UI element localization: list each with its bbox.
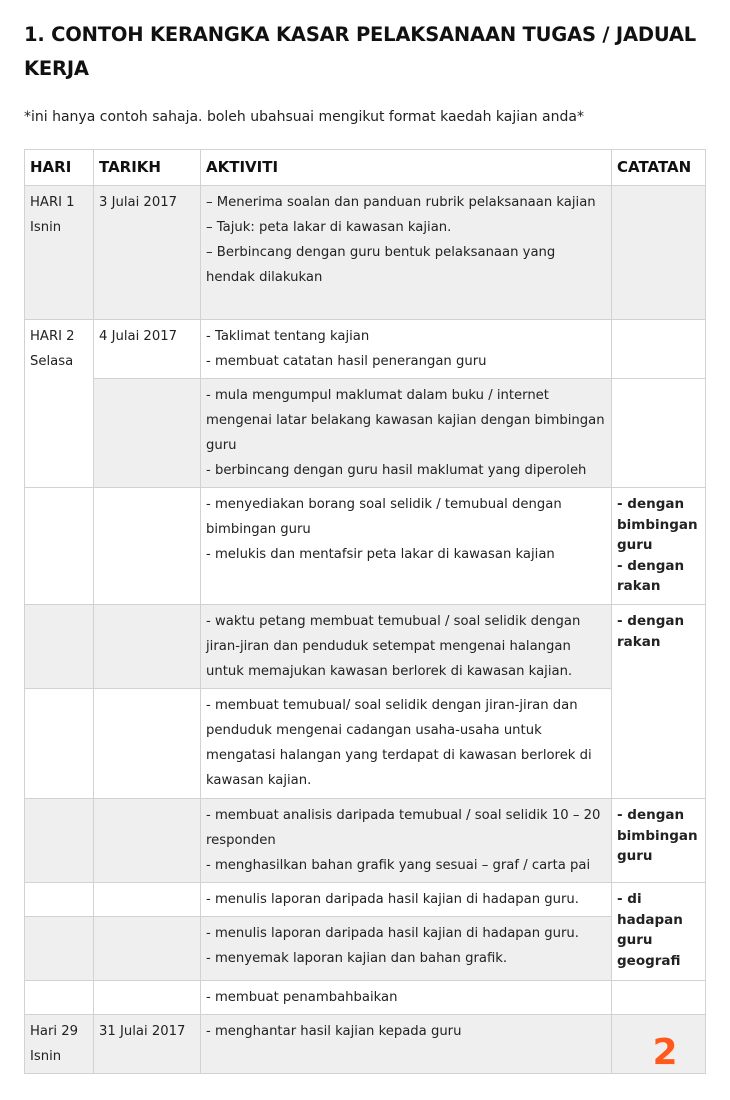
aktiviti-line: - menulis laporan daripada hasil kajian di hadapan guru. — [206, 892, 579, 907]
table-row — [25, 605, 706, 689]
cell-hari — [25, 883, 94, 917]
cell-hari — [25, 605, 94, 689]
cell-aktiviti — [201, 379, 612, 488]
cell-aktiviti — [201, 1015, 612, 1074]
table-row — [25, 186, 706, 320]
cell-aktiviti — [201, 883, 612, 917]
aktiviti-line: - mula mengumpul maklumat dalam buku / internet mengenai latar belakang kawasan kajian dengan bimbingan guru — [206, 388, 605, 453]
cell-catatan — [612, 605, 706, 799]
hari-day: Isnin — [30, 220, 62, 235]
cell-hari — [25, 689, 94, 799]
cell-catatan — [612, 488, 706, 605]
header-tarikh: TARIKH — [94, 150, 201, 186]
hari-day: Isnin — [30, 1049, 62, 1064]
cell-hari — [25, 799, 94, 883]
aktiviti-line: - menyemak laporan kajian dan bahan grafik. — [206, 951, 508, 966]
hari-day: Selasa — [30, 354, 74, 369]
header-catatan: CATATAN — [612, 150, 706, 186]
cell-tarikh — [94, 799, 201, 883]
cell-hari — [25, 1015, 94, 1074]
aktiviti-line: - membuat analisis daripada temubual / soal selidik 10 – 20 responden — [206, 808, 601, 848]
cell-tarikh: 3 Julai 2017 — [94, 186, 201, 320]
cell-tarikh — [94, 689, 201, 799]
cell-tarikh: 31 Julai 2017 — [94, 1015, 201, 1074]
cell-tarikh — [94, 379, 201, 488]
table-header-row — [25, 150, 706, 186]
cell-aktiviti — [201, 917, 612, 981]
aktiviti-line: - melukis dan mentafsir peta lakar di kawasan kajian — [206, 547, 555, 562]
cell-tarikh — [94, 883, 201, 917]
catatan-note: - dengan rakan — [617, 557, 685, 594]
aktiviti-line: – Tajuk: peta lakar di kawasan kajian. — [206, 220, 452, 235]
hari-label: HARI 2 — [30, 329, 75, 344]
cell-tarikh — [94, 605, 201, 689]
cell-catatan — [612, 981, 706, 1015]
page-title: 1. CONTOH KERANGKA KASAR PELAKSANAAN TUGAS / JADUAL KERJA — [24, 23, 697, 80]
cell-tarikh: 4 Julai 2017 — [94, 320, 201, 379]
instruction-note: *ini hanya contoh sahaja. boleh ubahsuai mengikut format kaedah kajian anda* — [24, 109, 584, 125]
table-row — [25, 1015, 706, 1074]
aktiviti-line: - menulis laporan daripada hasil kajian di hadapan guru. — [206, 926, 579, 941]
catatan-note: - dengan bimbingan guru — [617, 496, 698, 553]
cell-hari — [25, 186, 94, 320]
aktiviti-line: – Menerima soalan dan panduan rubrik pelaksanaan kajian — [206, 195, 596, 210]
table-row — [25, 488, 706, 605]
table-row — [25, 917, 706, 981]
cell-tarikh — [94, 917, 201, 981]
cell-aktiviti — [201, 981, 612, 1015]
cell-tarikh — [94, 981, 201, 1015]
header-aktiviti: AKTIVITI — [201, 150, 612, 186]
aktiviti-line: - menghasilkan bahan grafik yang sesuai – graf / carta pai — [206, 858, 591, 873]
cell-aktiviti — [201, 689, 612, 799]
cell-aktiviti — [201, 799, 612, 883]
table-row — [25, 883, 706, 917]
cell-aktiviti — [201, 605, 612, 689]
hari-label: Hari 29 — [30, 1024, 79, 1039]
cell-hari — [25, 320, 94, 488]
header-hari: HARI — [25, 150, 94, 186]
cell-hari — [25, 488, 94, 605]
cell-catatan — [612, 186, 706, 320]
aktiviti-line: - membuat penambahbaikan — [206, 990, 398, 1005]
cell-hari — [25, 981, 94, 1015]
hari-label: HARI 1 — [30, 195, 75, 210]
aktiviti-line: - menghantar hasil kajian kepada guru — [206, 1024, 462, 1039]
table-row — [25, 981, 706, 1015]
catatan-note: - dengan rakan — [617, 613, 685, 650]
aktiviti-line: - Taklimat tentang kajian — [206, 329, 370, 344]
aktiviti-line: - berbincang dengan guru hasil maklumat yang diperoleh — [206, 463, 587, 478]
cell-hari — [25, 917, 94, 981]
table-row — [25, 799, 706, 883]
table-row — [25, 379, 706, 488]
cell-aktiviti — [201, 320, 612, 379]
page-number-badge: 2 — [652, 1032, 678, 1073]
cell-aktiviti — [201, 488, 612, 605]
aktiviti-line: - membuat catatan hasil penerangan guru — [206, 354, 487, 369]
cell-catatan — [612, 799, 706, 883]
cell-tarikh — [94, 488, 201, 605]
cell-catatan — [612, 320, 706, 379]
aktiviti-line: - menyediakan borang soal selidik / temubual dengan bimbingan guru — [206, 497, 562, 537]
cell-aktiviti — [201, 186, 612, 320]
table-row — [25, 689, 706, 799]
cell-catatan — [612, 883, 706, 981]
catatan-note: - dengan bimbingan guru — [617, 807, 698, 864]
aktiviti-line: – Berbincang dengan guru bentuk pelaksanaan yang hendak dilakukan — [206, 245, 556, 285]
catatan-note: - di hadapan guru geografi — [617, 891, 683, 969]
aktiviti-line: - waktu petang membuat temubual / soal selidik dengan jiran-jiran dan penduduk setempat mengenai halangan untuk memajukan kawasan berlorek di kawasan kajian. — [206, 614, 581, 679]
schedule-table — [24, 149, 706, 1074]
table-row — [25, 320, 706, 379]
cell-catatan — [612, 379, 706, 488]
aktiviti-line: - membuat temubual/ soal selidik dengan jiran-jiran dan penduduk mengenai cadangan usaha-usaha untuk mengatasi halangan yang terdapat di kawasan berlorek di kawasan kajian. — [206, 698, 592, 788]
